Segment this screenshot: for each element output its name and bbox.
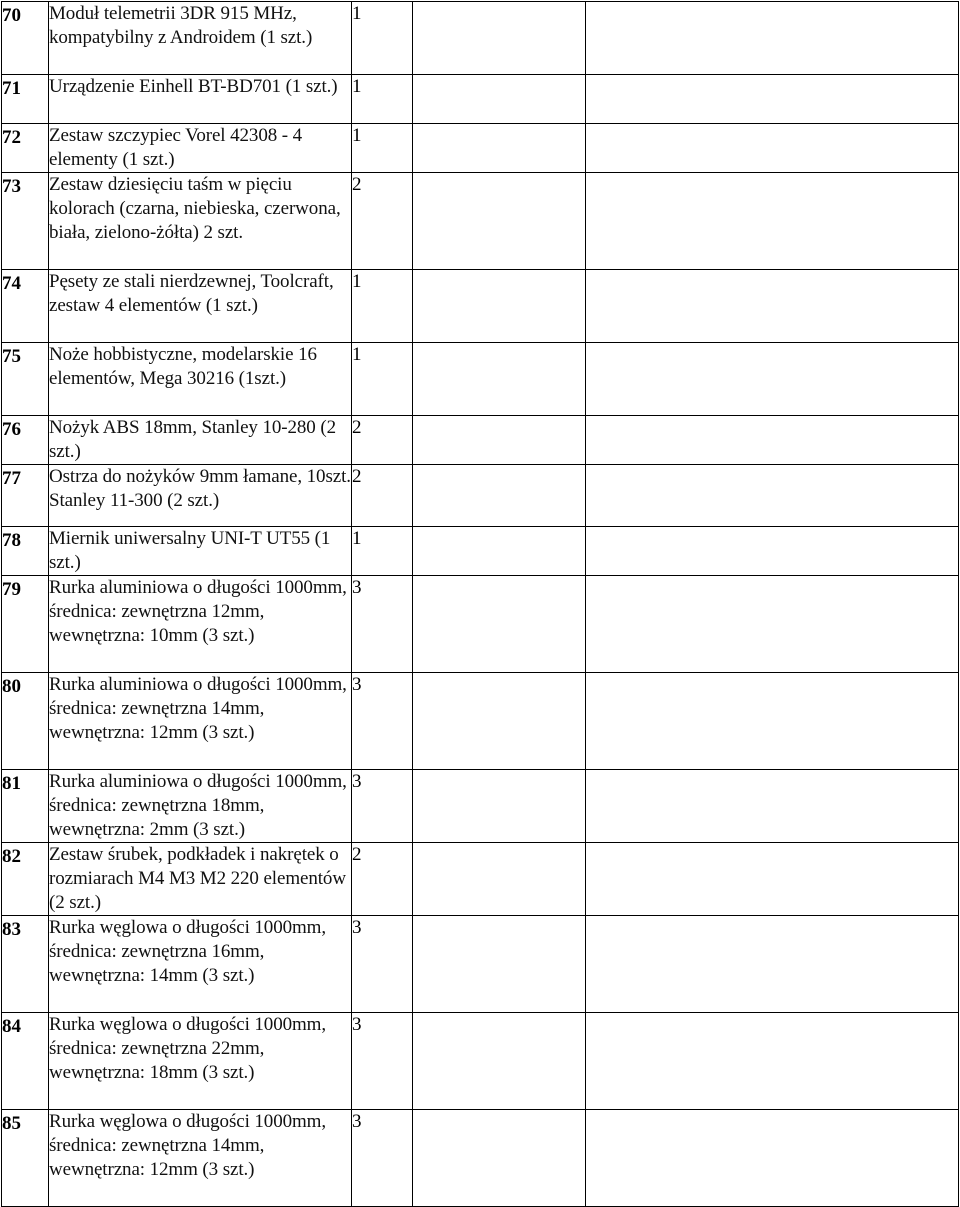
empty-cell <box>413 124 586 173</box>
item-number: 74 <box>2 270 49 343</box>
table-row <box>2 1110 959 1207</box>
table-row <box>2 1013 959 1110</box>
empty-cell <box>413 2 586 75</box>
item-number: 71 <box>2 75 49 124</box>
table-row <box>2 527 959 576</box>
item-quantity: 3 <box>352 916 413 1013</box>
table-row <box>2 916 959 1013</box>
item-number: 82 <box>2 843 49 916</box>
item-number: 84 <box>2 1013 49 1110</box>
empty-cell <box>413 916 586 1013</box>
item-number: 76 <box>2 416 49 465</box>
empty-cell <box>413 1110 586 1207</box>
item-name: Moduł telemetrii 3DR 915 MHz, kompatybilny z Androidem (1 szt.) <box>49 2 352 75</box>
empty-cell <box>413 75 586 124</box>
empty-cell <box>586 416 959 465</box>
table-row <box>2 2 959 75</box>
item-name: Rurka węglowa o długości 1000mm, średnica: zewnętrzna 14mm, wewnętrzna: 12mm (3 szt.) <box>49 1110 352 1207</box>
empty-cell <box>586 527 959 576</box>
table-row <box>2 576 959 673</box>
empty-cell <box>413 770 586 843</box>
item-number: 70 <box>2 2 49 75</box>
table-row <box>2 124 959 173</box>
empty-cell <box>413 173 586 270</box>
table-row <box>2 465 959 527</box>
item-name: Rurka węglowa o długości 1000mm, średnica: zewnętrzna 22mm, wewnętrzna: 18mm (3 szt.) <box>49 1013 352 1110</box>
item-name: Pęsety ze stali nierdzewnej, Toolcraft, zestaw 4 elementów (1 szt.) <box>49 270 352 343</box>
empty-cell <box>586 916 959 1013</box>
item-quantity: 1 <box>352 2 413 75</box>
item-name: Zestaw śrubek, podkładek i nakrętek o rozmiarach M4 M3 M2 220 elementów (2 szt.) <box>49 843 352 916</box>
empty-cell <box>413 465 586 527</box>
item-quantity: 3 <box>352 770 413 843</box>
item-name: Ostrza do nożyków 9mm łamane, 10szt. Stanley 11-300 (2 szt.) <box>49 465 352 527</box>
empty-cell <box>586 75 959 124</box>
empty-cell <box>586 2 959 75</box>
empty-cell <box>586 270 959 343</box>
empty-cell <box>586 173 959 270</box>
item-quantity: 1 <box>352 343 413 416</box>
item-name: Rurka aluminiowa o długości 1000mm, średnica: zewnętrzna 18mm, wewnętrzna: 2mm (3 szt.) <box>49 770 352 843</box>
item-number: 72 <box>2 124 49 173</box>
table-row <box>2 75 959 124</box>
empty-cell <box>413 527 586 576</box>
item-number: 83 <box>2 916 49 1013</box>
item-number: 80 <box>2 673 49 770</box>
table-row <box>2 173 959 270</box>
item-quantity: 2 <box>352 465 413 527</box>
empty-cell <box>586 124 959 173</box>
item-number: 85 <box>2 1110 49 1207</box>
item-number: 81 <box>2 770 49 843</box>
item-quantity: 1 <box>352 124 413 173</box>
empty-cell <box>413 843 586 916</box>
item-name: Zestaw dziesięciu taśm w pięciu kolorach (czarna, niebieska, czerwona, biała, zielono-żółta) 2 szt. <box>49 173 352 270</box>
table-row <box>2 270 959 343</box>
table-row <box>2 673 959 770</box>
empty-cell <box>413 576 586 673</box>
empty-cell <box>586 465 959 527</box>
item-quantity: 1 <box>352 270 413 343</box>
item-name: Rurka aluminiowa o długości 1000mm, średnica: zewnętrzna 14mm, wewnętrzna: 12mm (3 szt.) <box>49 673 352 770</box>
item-quantity: 3 <box>352 673 413 770</box>
empty-cell <box>413 673 586 770</box>
item-quantity: 1 <box>352 75 413 124</box>
item-number: 78 <box>2 527 49 576</box>
item-name: Nożyk ABS 18mm, Stanley 10-280 (2 szt.) <box>49 416 352 465</box>
empty-cell <box>586 673 959 770</box>
item-quantity: 2 <box>352 416 413 465</box>
empty-cell <box>586 343 959 416</box>
item-number: 79 <box>2 576 49 673</box>
item-name: Noże hobbistyczne, modelarskie 16 elementów, Mega 30216 (1szt.) <box>49 343 352 416</box>
item-name: Miernik uniwersalny UNI-T UT55 (1 szt.) <box>49 527 352 576</box>
item-quantity: 3 <box>352 1013 413 1110</box>
empty-cell <box>413 343 586 416</box>
table-row <box>2 770 959 843</box>
item-quantity: 2 <box>352 173 413 270</box>
empty-cell <box>586 1110 959 1207</box>
empty-cell <box>586 770 959 843</box>
empty-cell <box>413 416 586 465</box>
item-name: Rurka węglowa o długości 1000mm, średnica: zewnętrzna 16mm, wewnętrzna: 14mm (3 szt.) <box>49 916 352 1013</box>
item-name: Urządzenie Einhell BT-BD701 (1 szt.) <box>49 75 352 124</box>
item-number: 75 <box>2 343 49 416</box>
empty-cell <box>586 843 959 916</box>
table-row <box>2 843 959 916</box>
item-quantity: 1 <box>352 527 413 576</box>
item-number: 73 <box>2 173 49 270</box>
items-table-body <box>2 2 959 1207</box>
table-row <box>2 343 959 416</box>
table-row <box>2 416 959 465</box>
item-quantity: 3 <box>352 1110 413 1207</box>
item-quantity: 2 <box>352 843 413 916</box>
item-quantity: 3 <box>352 576 413 673</box>
empty-cell <box>413 1013 586 1110</box>
empty-cell <box>586 1013 959 1110</box>
item-name: Zestaw szczypiec Vorel 42308 - 4 elementy (1 szt.) <box>49 124 352 173</box>
item-name: Rurka aluminiowa o długości 1000mm, średnica: zewnętrzna 12mm, wewnętrzna: 10mm (3 szt.) <box>49 576 352 673</box>
empty-cell <box>413 270 586 343</box>
items-table <box>1 1 959 1207</box>
empty-cell <box>586 576 959 673</box>
item-number: 77 <box>2 465 49 527</box>
